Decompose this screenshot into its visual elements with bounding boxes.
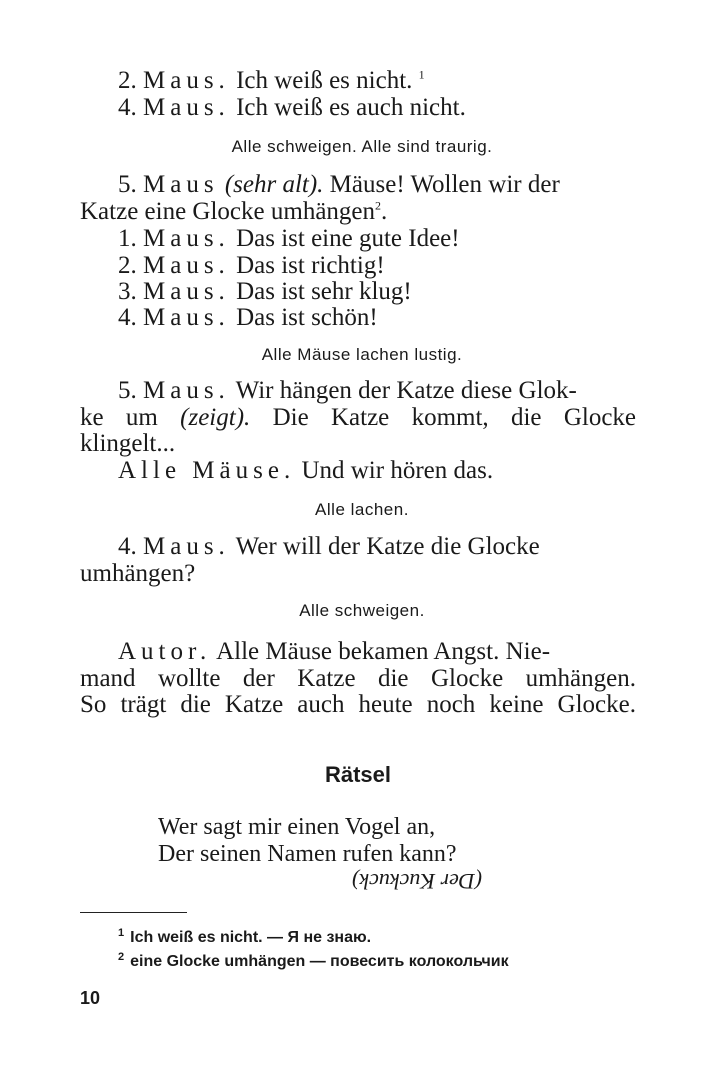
footnote-divider [80, 912, 187, 913]
speaker: Maus. [143, 533, 230, 560]
page-number: 10 [80, 988, 101, 1008]
footnote-mark: 1 [118, 926, 125, 939]
stage-direction: Alle lachen. [315, 500, 409, 519]
speaker: Alle Mäuse. [118, 457, 296, 484]
line-text: klingelt... [80, 430, 176, 457]
dialogue-line [118, 95, 466, 121]
line-number: 2. [118, 67, 137, 94]
speaker: Maus. [143, 377, 230, 404]
line-text: . [381, 198, 388, 225]
line-text: Wir hängen der Katze diese Glok- [235, 377, 577, 404]
riddle-line: Wer sagt mir einen Vogel an, [158, 814, 436, 840]
riddle-answer-upside-down: (Der Kuckuck) [352, 869, 483, 894]
dialogue-line [118, 378, 577, 404]
speaker: Maus. [143, 304, 230, 331]
speaker: Maus [143, 171, 219, 198]
speaker: Maus. [143, 225, 230, 252]
line-text: Wer will der Katze die Glocke [235, 533, 540, 560]
speaker: Autor. [118, 638, 212, 665]
line-number: 5. [118, 377, 137, 404]
dialogue-line [80, 431, 175, 457]
line-text: Ich weiß es nicht. [236, 67, 413, 94]
line-text: Das ist eine gute Idee! [236, 225, 460, 252]
line-text: Das ist richtig! [236, 252, 385, 279]
dialogue-line [118, 279, 412, 305]
dialogue-line [118, 305, 378, 331]
line-number: 4. [118, 94, 137, 121]
dialogue-line [118, 253, 385, 279]
line-text: ke um [80, 404, 158, 431]
line-text: Katze eine Glocke umhängen [80, 198, 376, 225]
riddle-title: Rätsel [324, 762, 392, 787]
dialogue-line [80, 692, 636, 718]
footnote-text: eine Glocke umhängen — повесить колокольчик [130, 953, 509, 970]
stage-direction: Alle schweigen. [299, 601, 425, 620]
line-text: mand wollte der Katze die Glocke umhängen. [80, 665, 636, 692]
dialogue-line [118, 172, 560, 198]
speaker: Maus. [143, 252, 230, 279]
line-number: 5. [118, 171, 137, 198]
footnote-ref: 2 [375, 198, 382, 213]
line-text: umhängen? [80, 560, 196, 587]
stage-direction: Alle Mäuse lachen lustig. [261, 345, 463, 364]
footnote [118, 928, 371, 948]
line-text: Ich weiß es auch nicht. [236, 94, 466, 121]
line-number: 4. [118, 304, 137, 331]
dialogue-line [118, 639, 550, 665]
line-text: Das ist sehr klug! [236, 278, 412, 305]
dialogue-line [80, 561, 195, 587]
line-text: Das ist schön! [236, 304, 378, 331]
line-text: Mäuse! Wollen wir der [329, 171, 560, 198]
stage-note: (sehr alt). [224, 171, 324, 198]
dialogue-line [80, 666, 636, 692]
footnote-text: Ich weiß es nicht. — Я не знаю. [130, 929, 372, 946]
dialogue-line [118, 534, 540, 560]
line-text: So trägt die Katze auch heute noch keine Glocke. [80, 691, 636, 718]
dialogue-line [118, 68, 425, 94]
dialogue-line [118, 226, 460, 252]
line-number: 3. [118, 278, 137, 305]
dialogue-line [118, 458, 493, 484]
stage-direction: Alle schweigen. Alle sind traurig. [231, 137, 493, 156]
speaker: Maus. [143, 278, 230, 305]
line-text: Und wir hören das. [301, 457, 494, 484]
speaker: Maus. [143, 94, 230, 121]
line-number: 1. [118, 225, 137, 252]
dialogue-line [80, 199, 387, 225]
riddle-line: Der seinen Namen rufen kann? [158, 841, 457, 867]
line-text: Alle Mäuse bekamen Angst. Nie- [216, 638, 551, 665]
line-number: 4. [118, 533, 137, 560]
dialogue-line [80, 405, 636, 431]
footnote-mark: 2 [118, 950, 125, 963]
footnote [118, 952, 509, 972]
stage-note: (zeigt). [180, 404, 251, 431]
line-number: 2. [118, 252, 137, 279]
footnote-ref: 1 [418, 67, 425, 82]
speaker: Maus. [143, 67, 230, 94]
line-text: Die Katze kommt, die Glocke [272, 404, 637, 431]
